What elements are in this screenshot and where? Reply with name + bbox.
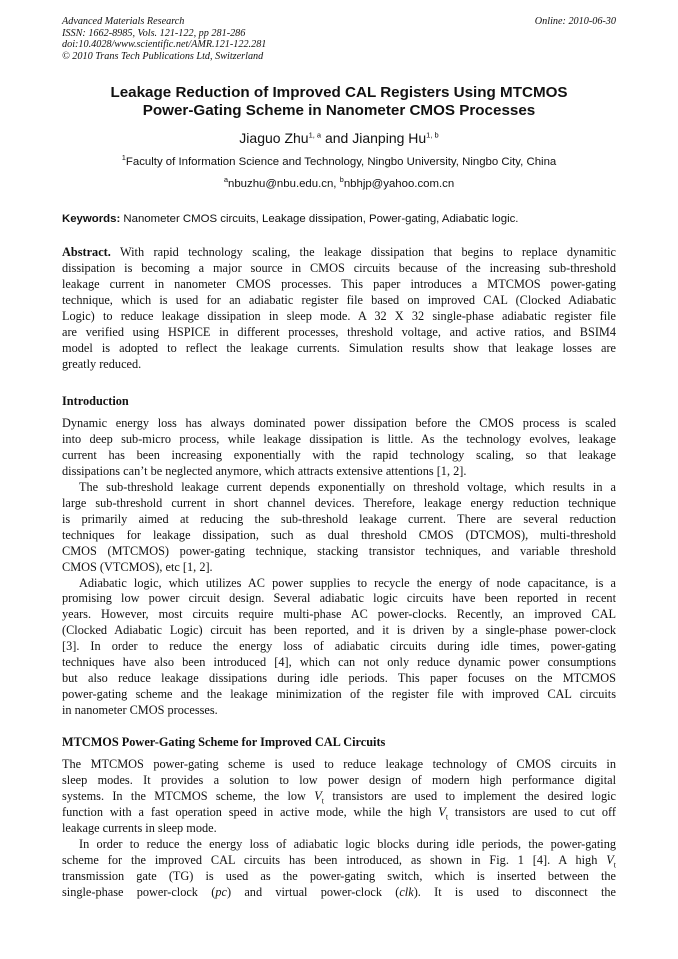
abstract-line: are verified using HSPICE in different processes, threshold voltage, and active ratios, and BSIM4 [62,324,616,339]
text-run: ). It is used to disconnect the [413,884,616,899]
mtcmos-paragraph-1 [62,757,616,837]
vt-v: V [438,804,446,819]
text-line: techniques have also been introduced [4], which can not only reduce dynamic power consumptions [62,655,616,670]
vt-sub: t [321,796,325,806]
section-heading-mtcmos: MTCMOS Power-Gating Scheme for Improved CAL Circuits [62,735,386,749]
abstract-line: greatly reduced. [62,356,142,371]
abstract-line: leakage current in nanometer CMOS processes. This paper introduces a MTCMOS power-gating [62,276,616,291]
doi-line: doi:10.4028/www.scientific.net/AMR.121-122.281 [62,39,267,51]
title-line-2: Power-Gating Scheme in Nanometer CMOS Processes [142,101,536,119]
text-line: Dynamic energy loss has always dominated power dissipation before the CMOS process is scaled [62,416,616,430]
text-line [62,885,616,901]
vt-symbol [606,852,616,870]
affiliation-text: Faculty of Information Science and Technology, Ningbo University, Ningbo City, China [125,156,557,168]
mtcmos-body [62,757,616,901]
abstract-line: technique, which is used for an adiabatic register file based on improved CAL (Clocked Adiabatic [62,292,616,307]
vt-v: V [606,852,614,867]
keywords-text: Nanometer CMOS circuits, Leakage dissipation, Power-gating, Adiabatic logic. [120,213,519,225]
journal-header [62,16,616,62]
text-line [62,789,616,805]
mtcmos-paragraph-2 [62,837,616,901]
text-run: systems. In the MTCMOS scheme, the low [62,788,315,803]
copyright-line: © 2010 Trans Tech Publications Ltd, Switzerland [62,50,264,62]
text-line: sleep modes. It provides a solution to low power design of modern high performance digital [62,772,616,787]
introduction-body [62,416,616,719]
vt-symbol [438,804,449,822]
text-line: transmission gate (TG) is used as the power-gating switch, which is inserted between the [62,868,616,883]
abstract-line: model is adopted to reflect the leakage currents. Simulation results show that leakage losses are [62,340,616,355]
text-line: is primarily aimed at reducing the sub-threshold leakage current. There are several reduction [62,511,616,526]
text-run: scheme for the improved CAL circuits has been introduced, as shown in Fig. 1 [4]. A high [62,852,607,867]
title-line-1: Leakage Reduction of Improved CAL Registers Using MTCMOS [110,84,568,101]
email-a-sup: a [223,175,228,185]
text-line [62,853,616,869]
intro-paragraph-1 [62,416,616,480]
vt-sub: t [613,860,616,870]
author-2-name: Jianping Hu [352,130,427,146]
keywords [62,212,616,226]
text-line: dissipations can’t be neglected anymore, which attracts extensive attentions [1, 2]. [62,463,467,478]
text-run: transistors are used to cut off [448,804,616,819]
keywords-label: Keywords: [62,213,121,225]
abstract-line: dissipation is becoming a major source in CMOS circuits because of the increasing sub-threshold [62,260,616,275]
email-a: nbuzhu@nbu.edu.cn, [228,178,340,190]
author-line [62,129,616,147]
affiliation [62,155,616,169]
author-2-sup: 1, b [426,130,439,140]
text-line: leakage currents in sleep mode. [62,820,217,835]
text-run: transistors are used to implement the desired logic [324,788,616,803]
pc-symbol: pc [215,884,227,899]
text-line: The MTCMOS power-gating scheme is used to reduce leakage technology of CMOS circuits in [62,757,616,771]
text-run: single-phase power-clock ( [62,884,216,899]
vt-v: V [314,788,322,803]
text-line: power-gating scheme and the leakage minimization of the register file with improved CAL circuits [62,687,616,702]
text-line: but also reduce leakage dissipations during idle periods. This paper focuses on the MTCMOS [62,671,616,686]
text-line: In order to reduce the energy loss of adiabatic logic blocks during idle periods, the power-gating [79,836,616,851]
text-line: large sub-threshold current in short channel devices. Therefore, leakage energy reduction technique [62,495,616,510]
text-line: [3]. In order to reduce the energy loss of adiabatic circuits during idle times, power-gating [62,639,616,654]
vt-symbol [314,788,325,806]
email-b: nbhjp@yahoo.com.cn [343,178,455,190]
paper-title [62,84,616,119]
section-heading-introduction: Introduction [62,394,129,408]
abstract [62,245,616,373]
intro-paragraph-3 [62,576,616,720]
text-line: CMOS (VTCMOS), etc [1, 2]. [62,559,213,574]
online-date: Online: 2010-06-30 [534,16,616,27]
journal-name: Advanced Materials Research [62,16,185,27]
abstract-line: Logic) to reduce leakage dissipation in sleep mode. A 32 X 32 single-phase adiabatic register file [62,308,616,323]
email-b-sup: b [339,175,344,185]
text-line: into deep sub-micro process, while leakage dissipation is little. As the technology evolves, leakage [62,431,616,446]
abstract-label: Abstract. [62,245,111,259]
text-line: in nanometer CMOS processes. [62,703,218,718]
issn-line: ISSN: 1662-8985, Vols. 121-122, pp 281-286 [62,27,246,39]
text-line: promising low power circuit design. Several adiabatic logic circuits have been reported in recent [62,591,616,606]
author-1-name: Jiaguo Zhu [239,130,309,146]
abstract-line-text: With rapid technology scaling, the leakage dissipation that begins to replace dynamitic [110,245,616,259]
text-line: (Clocked Adiabatic Logic) circuit has been reported, and it is driven by a single-phase power-clock [62,623,616,638]
text-line: years. However, most circuits require multi-phase AC power-clocks. Recently, an improved CAL [62,607,616,622]
author-1-sup: 1, a [308,130,322,140]
text-line: The sub-threshold leakage current depends exponentially on threshold voltage, which results in a [79,479,616,494]
text-line: current has been increasing exponentially with the rapid technology scaling, so that leakage [62,447,616,462]
text-line: Adiabatic logic, which utilizes AC power supplies to recycle the energy of node capacitance, is a [79,575,616,590]
text-line [62,805,616,821]
text-line: techniques for leakage dissipation, such as dual threshold CMOS (DTCMOS), multi-threshold [62,527,616,542]
intro-paragraph-2 [62,480,616,576]
text-run: ) and virtual power-clock ( [226,884,400,899]
author-and: and [321,130,353,146]
affiliation-sup: 1 [121,153,126,163]
abstract-line [62,245,616,261]
vt-sub: t [445,812,449,822]
text-line: CMOS (MTCMOS) power-gating technique, stacking transistor techniques, and variable threshold [62,543,616,558]
clk-symbol: clk [399,884,414,899]
text-run: function with a fast operation speed in active mode, while the high [62,804,439,819]
author-emails [62,177,616,191]
